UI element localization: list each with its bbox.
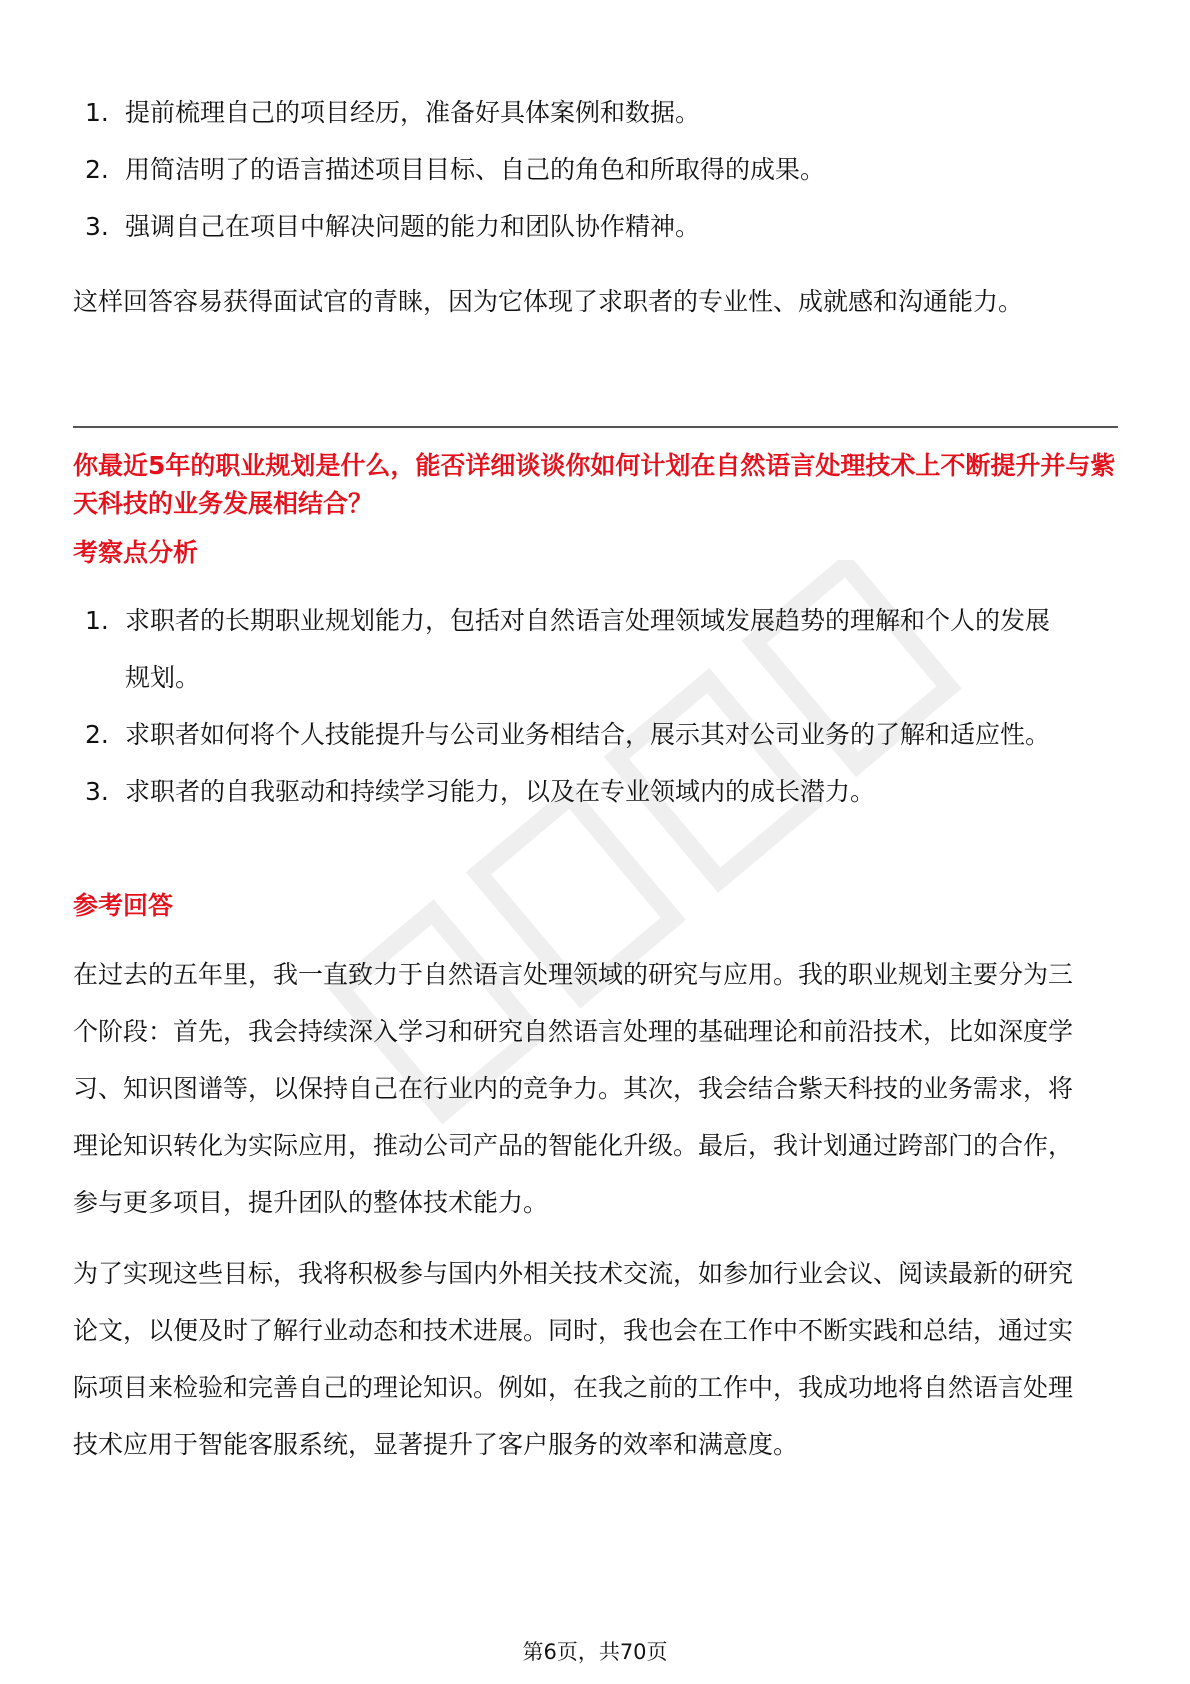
list-item: 3. 求职者的自我驱动和持续学习能力，以及在专业领域内的成长潜力。 xyxy=(85,777,876,806)
answer-paragraph: 为了实现这些目标，我将积极参与国内外相关技术交流，如参加行业会议、阅读最新的研究论文，以便及时了解行业动态和技术进展。同时，我也会在工作中不断实践和总结，通过实际项目来检验和完善自己的理论知识。例如，在我之前的工作中，我成功地将自然语言处理技术应用于智能客服系统，显著提升了客户服务的效率和满意度。 xyxy=(73,1259,1074,1459)
list-item: 2. 用简洁明了的语言描述项目目标、自己的角色和所取得的成果。 xyxy=(85,155,826,184)
answer-paragraph: 在过去的五年里，我一直致力于自然语言处理领域的研究与应用。我的职业规划主要分为三个阶段：首先，我会持续深入学习和研究自然语言处理的基础理论和前沿技术，比如深度学习、知识图谱等，以保持自己在行业内的竞争力。其次，我会结合紫天科技的业务需求，将理论知识转化为实际应用，推动公司产品的智能化升级。最后，我计划通过跨部门的合作，参与更多项目，提升团队的整体技术能力。 xyxy=(73,960,1074,1217)
list-item: 1. 求职者的长期职业规划能力，包括对自然语言处理领域发展趋势的理解和个人的发展规划。 xyxy=(85,606,1051,692)
top-list xyxy=(73,84,1118,255)
list-item: 2. 求职者如何将个人技能提升与公司业务相结合，展示其对公司业务的了解和适应性。 xyxy=(85,720,1051,749)
analysis-list xyxy=(73,592,1073,820)
list-item: 3. 强调自己在项目中解决问题的能力和团队协作精神。 xyxy=(85,212,701,241)
summary-paragraph: 这样回答容易获得面试官的青睐，因为它体现了求职者的专业性、成就感和沟通能力。 xyxy=(73,287,1024,316)
answer-heading: 参考回答 xyxy=(73,891,174,920)
page-footer: 第6页，共70页 xyxy=(522,1640,668,1664)
interview-question: 你最近5年的职业规划是什么，能否详细谈谈你如何计划在自然语言处理技术上不断提升并与紫天科技的业务发展相结合？ xyxy=(73,451,1116,518)
section-divider xyxy=(73,426,1118,428)
list-item: 1. 提前梳理自己的项目经历，准备好具体案例和数据。 xyxy=(85,98,701,127)
analysis-heading: 考察点分析 xyxy=(73,538,199,567)
